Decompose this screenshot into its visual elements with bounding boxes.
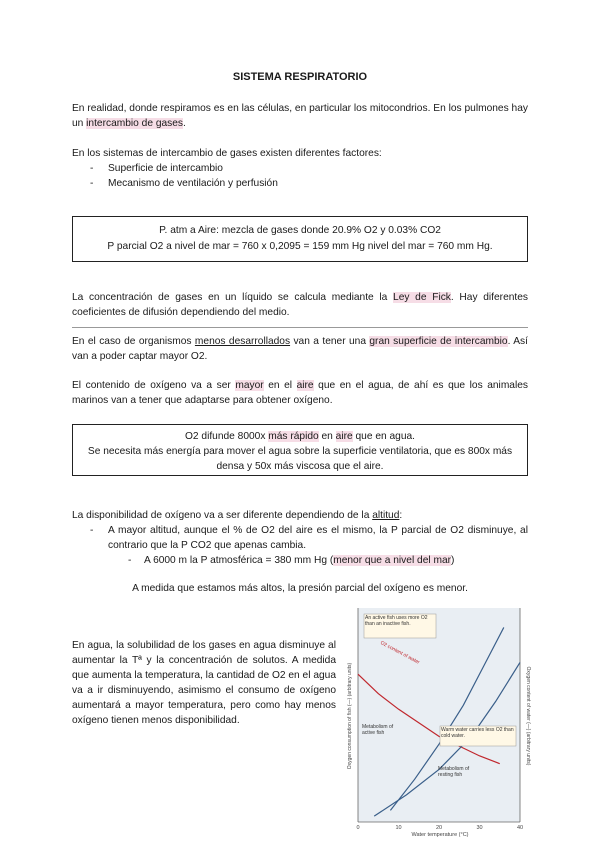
label-active-metabolism: Metabolism of active fish [362, 724, 394, 736]
highlight-greater: mayor [235, 380, 264, 391]
paragraph-organisms: En el caso de organismos menos desarrollados van a tener una gran superficie de intercambio. Así van a poder captar mayor O2. [72, 336, 528, 362]
bullet-dash: - [90, 178, 94, 189]
paragraph-fick: La concentración de gases en un líquido se calcula mediante la Ley de Fick. Hay diferentes coeficientes de difusión dependiendo del medio. [72, 292, 528, 318]
y-axis-label-left: Oxygen consumption of fish (—) (arbitrary units) [347, 662, 353, 770]
label-o2-content: O2 content of water [379, 640, 421, 666]
x-axis-label: Water temperature (°C) [411, 832, 469, 838]
divider [72, 327, 528, 328]
oxygen-temperature-chart [344, 604, 530, 840]
bullet-dash: - [90, 163, 94, 174]
underline-altitude: altitud [372, 510, 400, 521]
bullet-dash: - [90, 525, 94, 536]
paragraph-water-solubility: En agua, la solubilidad de los gases en agua disminuye al aumentar la Tª y la concentración de solutos. A medida que aumenta la temperatura, la cantidad de O2 en el agua va a ir disminuyendo, asimismo el consumo de oxígeno aumentará a mayor temperatura, pero como hay menos oxígeno tienen menos disponibilidad. [72, 640, 336, 726]
bullet-dash: - [128, 555, 132, 566]
paragraph-cells: En realidad, donde respiramos es en las células, en particular los mitocondrios. En los pulmones hay un intercambio de gases. [72, 103, 528, 129]
paragraph-higher-altitude: A medida que estamos más altos, la presión parcial del oxígeno es menor. [132, 583, 468, 594]
underline-less-developed: menos desarrollados [194, 336, 291, 347]
highlight-faster: más rápido [268, 431, 319, 442]
highlight-large-surface: gran superficie de intercambio [369, 336, 508, 347]
paragraph-factors: En los sistemas de intercambio de gases existen diferentes factores: [72, 148, 382, 159]
x-tick-label: 40 [516, 825, 524, 831]
x-tick-label: 0 [356, 825, 360, 831]
paragraph-oxygen-content: El contenido de oxígeno va a ser mayor en el aire que en el agua, de ahí es que los animales marinos van a tener que adaptarse para obtener oxígeno. [72, 380, 528, 406]
x-tick-label: 30 [476, 825, 483, 831]
page-title: SISTEMA RESPIRATORIO [232, 71, 368, 83]
annotation-warm-water: Warm water carries less O2 than cold water. [441, 727, 514, 739]
highlight-air: aire [335, 431, 353, 442]
x-tick-label: 20 [435, 825, 443, 831]
list-item-altitude: A mayor altitud, aunque el % de O2 del aire es el mismo, la P parcial de O2 disminuye, al contrario que la P CO2 que apenas cambia. [108, 525, 528, 551]
highlight-fick-law: Ley de Fick [393, 292, 451, 303]
info-box-diffusion: O2 difunde 8000x más rápido en aire que en agua. Se necesita más energía para mover el agua sobre la superficie ventilatoria, que es 800x más densa y 50x más viscosa que el aire. [72, 424, 528, 476]
highlight-lower-than-sea-level: menor que a nivel del mar [333, 555, 452, 566]
info-box-atmospheric-pressure: P. atm a Aire: mezcla de gases donde 20.9% O2 y 0.03% CO2 P parcial O2 a nivel de mar = 760 x 0,2095 = 159 mm Hg nivel del mar = 760 mm Hg. [72, 216, 528, 262]
label-resting-metabolism: Metabolism of resting fish [438, 766, 470, 778]
paragraph-altitude: La disponibilidad de oxígeno va a ser diferente dependiendo de la altitud: [72, 510, 403, 521]
annotation-active-fish: An active fish uses more O2 than an inactive fish. [365, 615, 428, 627]
y-axis-label-right: Oxygen content of water (—) (arbitrary units) [525, 666, 531, 766]
list-subitem-6000m: A 6000 m la P atmosférica = 380 mm Hg (menor que a nivel del mar) [144, 555, 455, 566]
x-tick-label: 10 [395, 825, 402, 831]
list-item-ventilation: Mecanismo de ventilación y perfusión [108, 178, 278, 189]
highlight-air: aire [296, 380, 314, 391]
list-item-surface: Superficie de intercambio [108, 163, 223, 174]
highlight-gas-exchange: intercambio de gases [86, 118, 184, 129]
